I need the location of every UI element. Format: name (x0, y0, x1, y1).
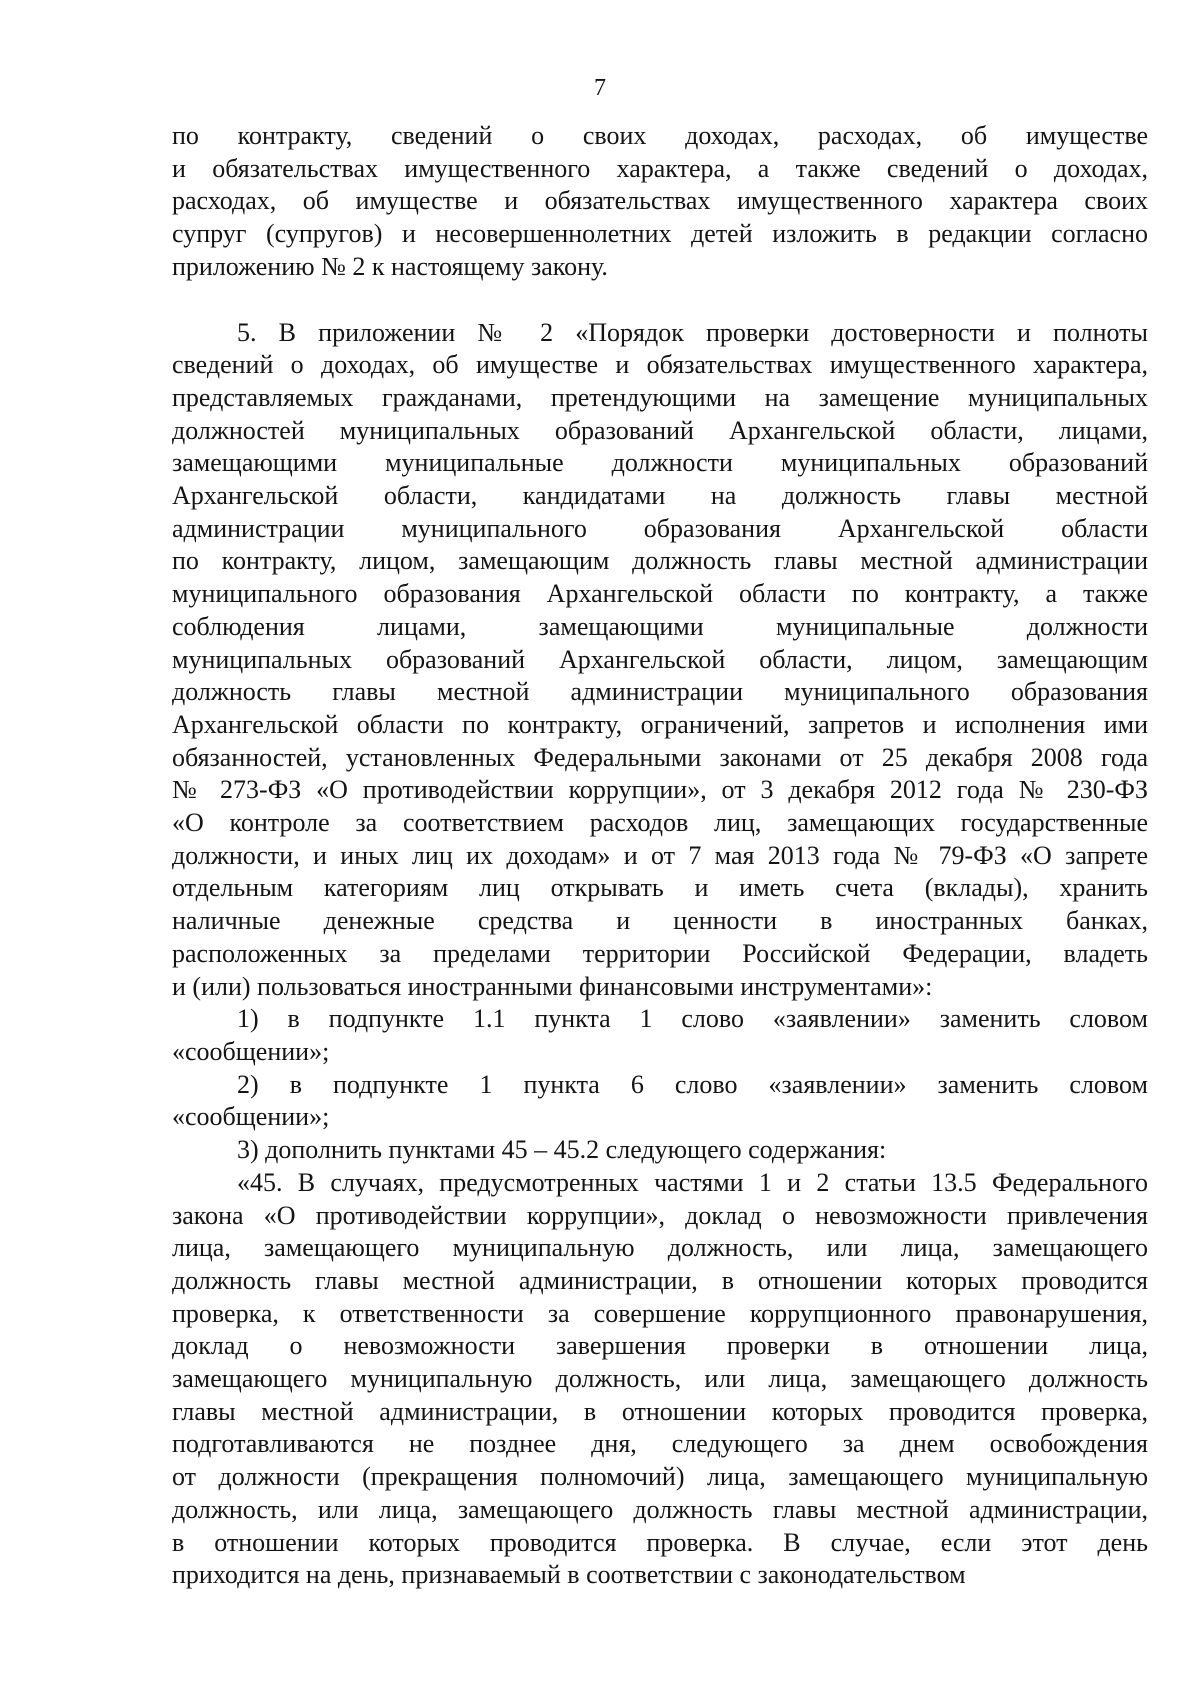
page-number: 7 (594, 75, 606, 101)
text-line: замещающего муниципальную должность, или лица, замещающего должность (172, 1364, 1148, 1394)
text-line: отдельным категориям лиц открывать и иметь счета (вклады), хранить (172, 873, 1148, 903)
text-line: приложению № 2 к настоящему закону. (172, 251, 608, 281)
text-line: администрации муниципального образования Архангельской области (172, 513, 1148, 543)
text-line: доклад о невозможности завершения проверки в отношении лица, (172, 1331, 1148, 1361)
text-line: в отношении которых проводится проверка. В случае, если этот день (172, 1527, 1148, 1557)
text-line: замещающими муниципальные должности муниципальных образований (172, 448, 1148, 478)
text-line: проверка, к ответственности за совершение коррупционного правонарушения, (172, 1298, 1148, 1328)
text-line: соблюдения лицами, замещающими муниципальные должности (172, 611, 1148, 641)
text-line: должностей муниципальных образований Архангельской области, лицами, (172, 415, 1148, 445)
paragraph-p5 (172, 1134, 1148, 1167)
text-line: муниципальных образований Архангельской области, лицом, замещающим (172, 644, 1148, 674)
paragraph-p3 (172, 1003, 1148, 1068)
text-line: Архангельской области, кандидатами на должность главы местной (172, 481, 1148, 511)
text-line: «сообщении»; (172, 1102, 330, 1132)
text-line: супруг (супругов) и несовершеннолетних детей изложить в редакции согласно (172, 219, 1148, 249)
text-line: должности, и иных лиц их доходам» и от 7 мая 2013 года № 79-ФЗ «О запрете (172, 840, 1148, 870)
text-line: 2) в подпункте 1 пункта 6 слово «заявлении» заменить словом (237, 1069, 1148, 1099)
text-line: должность главы местной администрации, в отношении которых проводится (172, 1265, 1148, 1295)
text-line: расходах, об имуществе и обязательствах имущественного характера своих (172, 186, 1148, 216)
text-line: должность главы местной администрации муниципального образования (172, 677, 1148, 707)
text-line: представляемых гражданами, претендующими на замещение муниципальных (172, 382, 1148, 412)
text-line: по контракту, лицом, замещающим должность главы местной администрации (172, 546, 1148, 576)
text-line: подготавливаются не позднее дня, следующего за днем освобождения (172, 1429, 1148, 1459)
text-line: 1) в подпункте 1.1 пункта 1 слово «заявлении» заменить словом (237, 1004, 1148, 1034)
text-line: наличные денежные средства и ценности в иностранных банках, (172, 906, 1148, 936)
text-line: лица, замещающего муниципальную должность, или лица, замещающего (172, 1233, 1148, 1263)
text-line: 3) дополнить пунктами 45 – 45.2 следующего содержания: (237, 1135, 887, 1165)
text-line: и обязательствах имущественного характера, а также сведений о доходах, (172, 153, 1148, 183)
text-line: главы местной администрации, в отношении которых проводится проверка, (172, 1396, 1148, 1426)
text-line: обязанностей, установленных Федеральными законами от 25 декабря 2008 года (172, 742, 1148, 772)
paragraph-p4 (172, 1069, 1148, 1134)
text-line: «О контроле за соответствием расходов лиц, замещающих государственные (172, 808, 1148, 838)
text-line: должность, или лица, замещающего должность главы местной администрации, (172, 1494, 1148, 1524)
text-line: и (или) пользоваться иностранными финансовыми инструментами»: (172, 971, 933, 1001)
text-line: закона «О противодействии коррупции», доклад о невозможности привлечения (172, 1200, 1148, 1230)
text-line: Архангельской области по контракту, ограничений, запретов и исполнения ими (172, 709, 1148, 739)
text-line: по контракту, сведений о своих доходах, расходах, об имуществе (172, 121, 1148, 150)
text-line: сведений о доходах, об имуществе и обязательствах имущественного характера, (172, 350, 1148, 380)
text-line: «45. В случаях, предусмотренных частями 1 и 2 статьи 13.5 Федерального (237, 1167, 1148, 1197)
document-body (172, 120, 1148, 1592)
text-line: от должности (прекращения полномочий) лица, замещающего муниципальную (172, 1462, 1148, 1492)
paragraph-p2 (172, 317, 1148, 1004)
text-line: приходится на день, признаваемый в соответствии с законодательством (172, 1560, 966, 1590)
paragraph-p6 (172, 1167, 1148, 1592)
text-line: муниципального образования Архангельской области по контракту, а также (172, 579, 1148, 609)
text-line: № 273-ФЗ «О противодействии коррупции», от 3 декабря 2012 года № 230-ФЗ (172, 775, 1148, 805)
text-line: 5. В приложении № 2 «Порядок проверки достоверности и полноты (237, 317, 1148, 347)
text-line: «сообщении»; (172, 1036, 330, 1066)
paragraph-p1 (172, 120, 1148, 284)
text-line: расположенных за пределами территории Российской Федерации, владеть (172, 938, 1148, 968)
